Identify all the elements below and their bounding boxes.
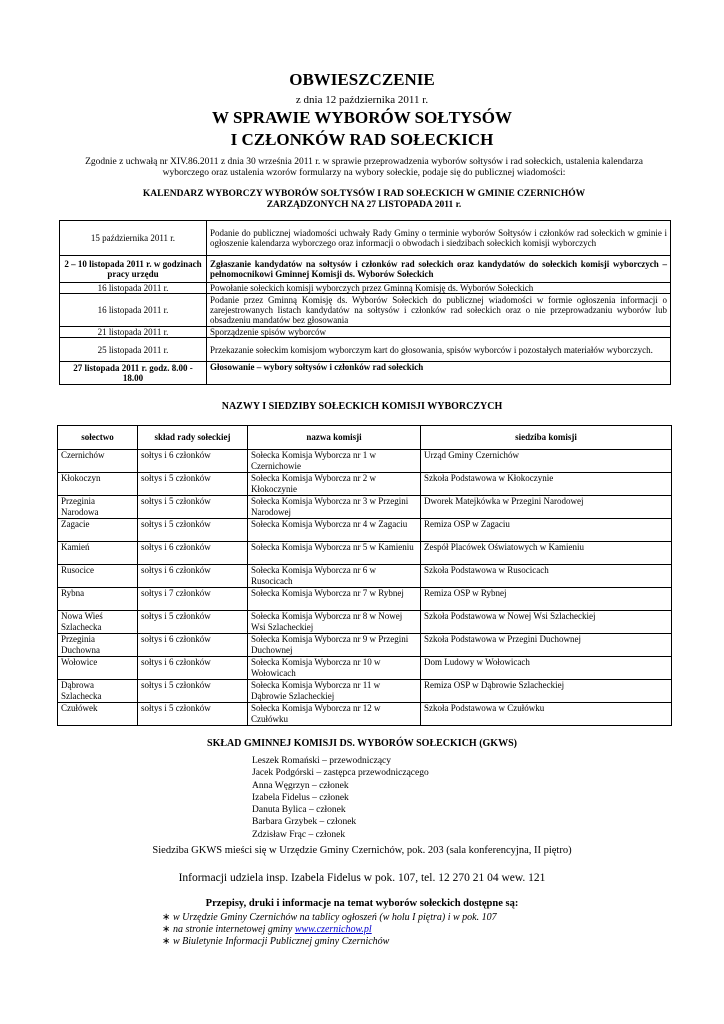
- documents-item-text: w Urzędzie Gminy Czernichów na tablicy ogłoszeń (w holu I piętra) i w pok. 107: [173, 912, 497, 923]
- gkws-seat: Siedziba GKWS mieści się w Urzędzie Gminy Czernichów, pok. 203 (sala konferencyjna, II piętro): [152, 845, 572, 856]
- nazwa-komisji-cell: Sołecka Komisja Wyborcza nr 5 w Kamieniu: [248, 542, 421, 565]
- commission-row: [58, 473, 672, 496]
- solectwo-cell: Wołowice: [58, 657, 138, 680]
- documents-item-text: na stronie internetowej gminy: [173, 924, 295, 935]
- header-solectwo: sołectwo: [58, 426, 138, 450]
- bullet-icon: ∗: [162, 924, 171, 935]
- solectwo-cell: Kamień: [58, 542, 138, 565]
- calendar-date: 27 listopada 2011 r. godz. 8.00 - 18.00: [60, 362, 207, 385]
- calendar-text: Zgłaszanie kandydatów na sołtysów i członków rad sołeckich oraz kandydatów do sołeckich komisji wyborczych – pełnomocnikowi Gminnej Komisji ds. Wyborów Sołeckich: [207, 256, 671, 283]
- sklad-cell: sołtys i 5 członków: [138, 519, 248, 542]
- solectwo-cell: Zagacie: [58, 519, 138, 542]
- sklad-cell: sołtys i 6 członków: [138, 565, 248, 588]
- nazwa-komisji-cell: Sołecka Komisja Wyborcza nr 4 w Zagaciu: [248, 519, 421, 542]
- commission-row: [58, 680, 672, 703]
- commission-row: [58, 496, 672, 519]
- sklad-cell: sołtys i 5 członków: [138, 473, 248, 496]
- nazwa-komisji-cell: Sołecka Komisja Wyborcza nr 1 w Czernichowie: [248, 450, 421, 473]
- calendar-date: 16 listopada 2011 r.: [60, 283, 207, 294]
- member: Danuta Bylica – członek: [252, 805, 346, 816]
- gkws-members: [252, 755, 429, 841]
- sklad-cell: sołtys i 6 członków: [138, 657, 248, 680]
- documents-item-text: w Biuletynie Informacji Publicznej gminy Czernichów: [173, 936, 390, 947]
- nazwa-komisji-cell: Sołecka Komisja Wyborcza nr 7 w Rybnej: [248, 588, 421, 611]
- siedziba-cell: Szkoła Podstawowa w Rusocicach: [421, 565, 672, 588]
- bullet-icon: ∗: [162, 912, 171, 923]
- commission-row: [58, 565, 672, 588]
- solectwo-cell: Nowa Wieś Szlachecka: [58, 611, 138, 634]
- solectwo-cell: Dąbrowa Szlachecka: [58, 680, 138, 703]
- calendar-text: Podanie do publicznej wiadomości uchwały Rady Gminy o terminie wyborów Sołtysów i członków rad sołeckich w gminie i ogłoszenie kalendarza wyborczego oraz informacji o obwodach i siedzibach sołeckich komisji wyborczych: [207, 221, 671, 256]
- calendar-date: 21 listopada 2011 r.: [60, 327, 207, 338]
- documents-item: [162, 912, 497, 924]
- calendar-date: 16 listopada 2011 r.: [60, 294, 207, 327]
- subtitle-line-1: W SPRAWIE WYBORÓW SOŁTYSÓW: [212, 108, 512, 127]
- commissions-body: [58, 450, 672, 726]
- documents-title: Przepisy, druki i informacje na temat wyborów sołeckich dostępne są:: [205, 898, 519, 909]
- calendar-date: 25 listopada 2011 r.: [60, 338, 207, 362]
- nazwa-komisji-cell: Sołecka Komisja Wyborcza nr 3 w Przegini Narodowej: [248, 496, 421, 519]
- calendar-row: [60, 294, 671, 327]
- documents-list: [162, 912, 497, 948]
- calendar-text: Podanie przez Gminną Komisję ds. Wyborów Sołeckich do publicznej wiadomości w formie ogłoszenia informacji o zarejestrowanych listach kandydatów na sołtysów i członków rad sołeckich oraz o nie przeprowadzaniu wyborów lub obsadzeniu mandatów bez głosowania: [207, 294, 671, 327]
- website-link[interactable]: www.czernichow.pl: [294, 924, 372, 935]
- commission-row: [58, 634, 672, 657]
- sklad-cell: sołtys i 5 członków: [138, 496, 248, 519]
- commission-row: [58, 611, 672, 634]
- commissions-table: [57, 425, 672, 726]
- nazwa-komisji-cell: Sołecka Komisja Wyborcza nr 9 w Przegini Duchownej: [248, 634, 421, 657]
- calendar-date: 15 października 2011 r.: [60, 221, 207, 256]
- siedziba-cell: Dworek Matejkówka w Przegini Narodowej: [421, 496, 672, 519]
- header-sklad: skład rady sołeckiej: [138, 426, 248, 450]
- commission-row: [58, 588, 672, 611]
- member: Zdzisław Frąc – członek: [252, 829, 346, 840]
- member: Izabela Fidelus – członek: [252, 792, 349, 803]
- siedziba-cell: Remiza OSP w Dąbrowie Szlacheckiej: [421, 680, 672, 703]
- sklad-cell: sołtys i 5 członków: [138, 680, 248, 703]
- gkws-title: SKŁAD GMINNEJ KOMISJI DS. WYBORÓW SOŁECKICH (GKWS): [207, 738, 517, 749]
- calendar-date: 2 – 10 listopada 2011 r. w godzinach pracy urzędu: [60, 256, 207, 283]
- calendar-row: [60, 327, 671, 338]
- sklad-cell: sołtys i 7 członków: [138, 588, 248, 611]
- nazwa-komisji-cell: Sołecka Komisja Wyborcza nr 12 w Czułówku: [248, 703, 421, 726]
- sklad-cell: sołtys i 6 członków: [138, 542, 248, 565]
- siedziba-cell: Szkoła Podstawowa w Kłokoczynie: [421, 473, 672, 496]
- solectwo-cell: Przeginia Narodowa: [58, 496, 138, 519]
- calendar-text: Sporządzenie spisów wyborców: [207, 327, 671, 338]
- solectwo-cell: Przeginia Duchowna: [58, 634, 138, 657]
- solectwo-cell: Kłokoczyn: [58, 473, 138, 496]
- commission-row: [58, 703, 672, 726]
- commission-row: [58, 657, 672, 680]
- calendar-row: [60, 221, 671, 256]
- nazwa-komisji-cell: Sołecka Komisja Wyborcza nr 2 w Kłokoczynie: [248, 473, 421, 496]
- commission-row: [58, 450, 672, 473]
- calendar-row: [60, 362, 671, 385]
- calendar-row: [60, 283, 671, 294]
- nazwa-komisji-cell: Sołecka Komisja Wyborcza nr 10 w Wołowicach: [248, 657, 421, 680]
- member: Jacek Podgórski – zastępca przewodniczącego: [252, 768, 429, 779]
- solectwo-cell: Rybna: [58, 588, 138, 611]
- calendar-text: Powołanie sołeckich komisji wyborczych przez Gminną Komisję ds. Wyborów Sołeckich: [207, 283, 671, 294]
- member: Leszek Romański – przewodniczący: [252, 756, 392, 766]
- siedziba-cell: Dom Ludowy w Wołowicach: [421, 657, 672, 680]
- nazwa-komisji-cell: Sołecka Komisja Wyborcza nr 6 w Rusocicach: [248, 565, 421, 588]
- contact-info: Informacji udziela insp. Izabela Fidelus w pok. 107, tel. 12 270 21 04 wew. 121: [178, 872, 546, 884]
- solectwo-cell: Rusocice: [58, 565, 138, 588]
- solectwo-cell: Czernichów: [58, 450, 138, 473]
- sklad-cell: sołtys i 6 członków: [138, 634, 248, 657]
- commission-row: [58, 542, 672, 565]
- member: Anna Węgrzyn – członek: [252, 780, 349, 791]
- commission-row: [58, 519, 672, 542]
- commissions-title: NAZWY I SIEDZIBY SOŁECKICH KOMISJI WYBORCZYCH: [221, 401, 503, 412]
- calendar-text: Przekazanie sołeckim komisjom wyborczym kart do głosowania, spisów wyborców i pozostałych materiałów wyborczych.: [207, 338, 671, 362]
- siedziba-cell: Remiza OSP w Zagaciu: [421, 519, 672, 542]
- calendar-title: [64, 189, 664, 211]
- intro-paragraph: Zgodnie z uchwałą nr XIV.86.2011 z dnia 30 września 2011 r. w sprawie przeprowadzenia wyborów sołtysów i rad sołeckich, ustalenia kalendarza wyborczego oraz ustalenia wzorów formularzy na wybory sołeckie, podaje się do publicznej wiadomości:: [85, 157, 643, 178]
- calendar-row: [60, 338, 671, 362]
- documents-item: [162, 924, 497, 936]
- member: Barbara Grzybek – członek: [252, 817, 357, 828]
- siedziba-cell: Zespół Placówek Oświatowych w Kamieniu: [421, 542, 672, 565]
- calendar-row: [60, 256, 671, 283]
- siedziba-cell: Szkoła Podstawowa w Nowej Wsi Szlacheckiej: [421, 611, 672, 634]
- siedziba-cell: Urząd Gminy Czernichów: [421, 450, 672, 473]
- announcement-date: z dnia 12 października 2011 r.: [295, 94, 429, 106]
- nazwa-komisji-cell: Sołecka Komisja Wyborcza nr 8 w Nowej Wsi Szlacheckiej: [248, 611, 421, 634]
- nazwa-komisji-cell: Sołecka Komisja Wyborcza nr 11 w Dąbrowie Szlacheckiej: [248, 680, 421, 703]
- documents-item: [162, 936, 497, 948]
- siedziba-cell: Szkoła Podstawowa w Przegini Duchownej: [421, 634, 672, 657]
- header-nazwa: nazwa komisji: [248, 426, 421, 450]
- sklad-cell: sołtys i 5 członków: [138, 703, 248, 726]
- commissions-header-row: [58, 426, 672, 450]
- page-title: OBWIESZCZENIE: [289, 70, 435, 89]
- header-siedziba: siedziba komisji: [421, 426, 672, 450]
- calendar-table: [59, 220, 671, 385]
- subtitle-line-2: I CZŁONKÓW RAD SOŁECKICH: [230, 130, 494, 149]
- sklad-cell: sołtys i 5 członków: [138, 611, 248, 634]
- bullet-icon: ∗: [162, 936, 171, 947]
- siedziba-cell: Szkoła Podstawowa w Czułówku: [421, 703, 672, 726]
- siedziba-cell: Remiza OSP w Rybnej: [421, 588, 672, 611]
- calendar-title-line-1: KALENDARZ WYBORCZY WYBORÓW SOŁTYSÓW I RAD SOŁECKICH W GMINIE CZERNICHÓW: [142, 189, 586, 199]
- calendar-title-line-2: ZARZĄDZONYCH NA 27 LISTOPADA 2011 r.: [266, 200, 462, 210]
- sklad-cell: sołtys i 6 członków: [138, 450, 248, 473]
- calendar-text: Głosowanie – wybory sołtysów i członków rad sołeckich: [207, 362, 671, 385]
- solectwo-cell: Czułówek: [58, 703, 138, 726]
